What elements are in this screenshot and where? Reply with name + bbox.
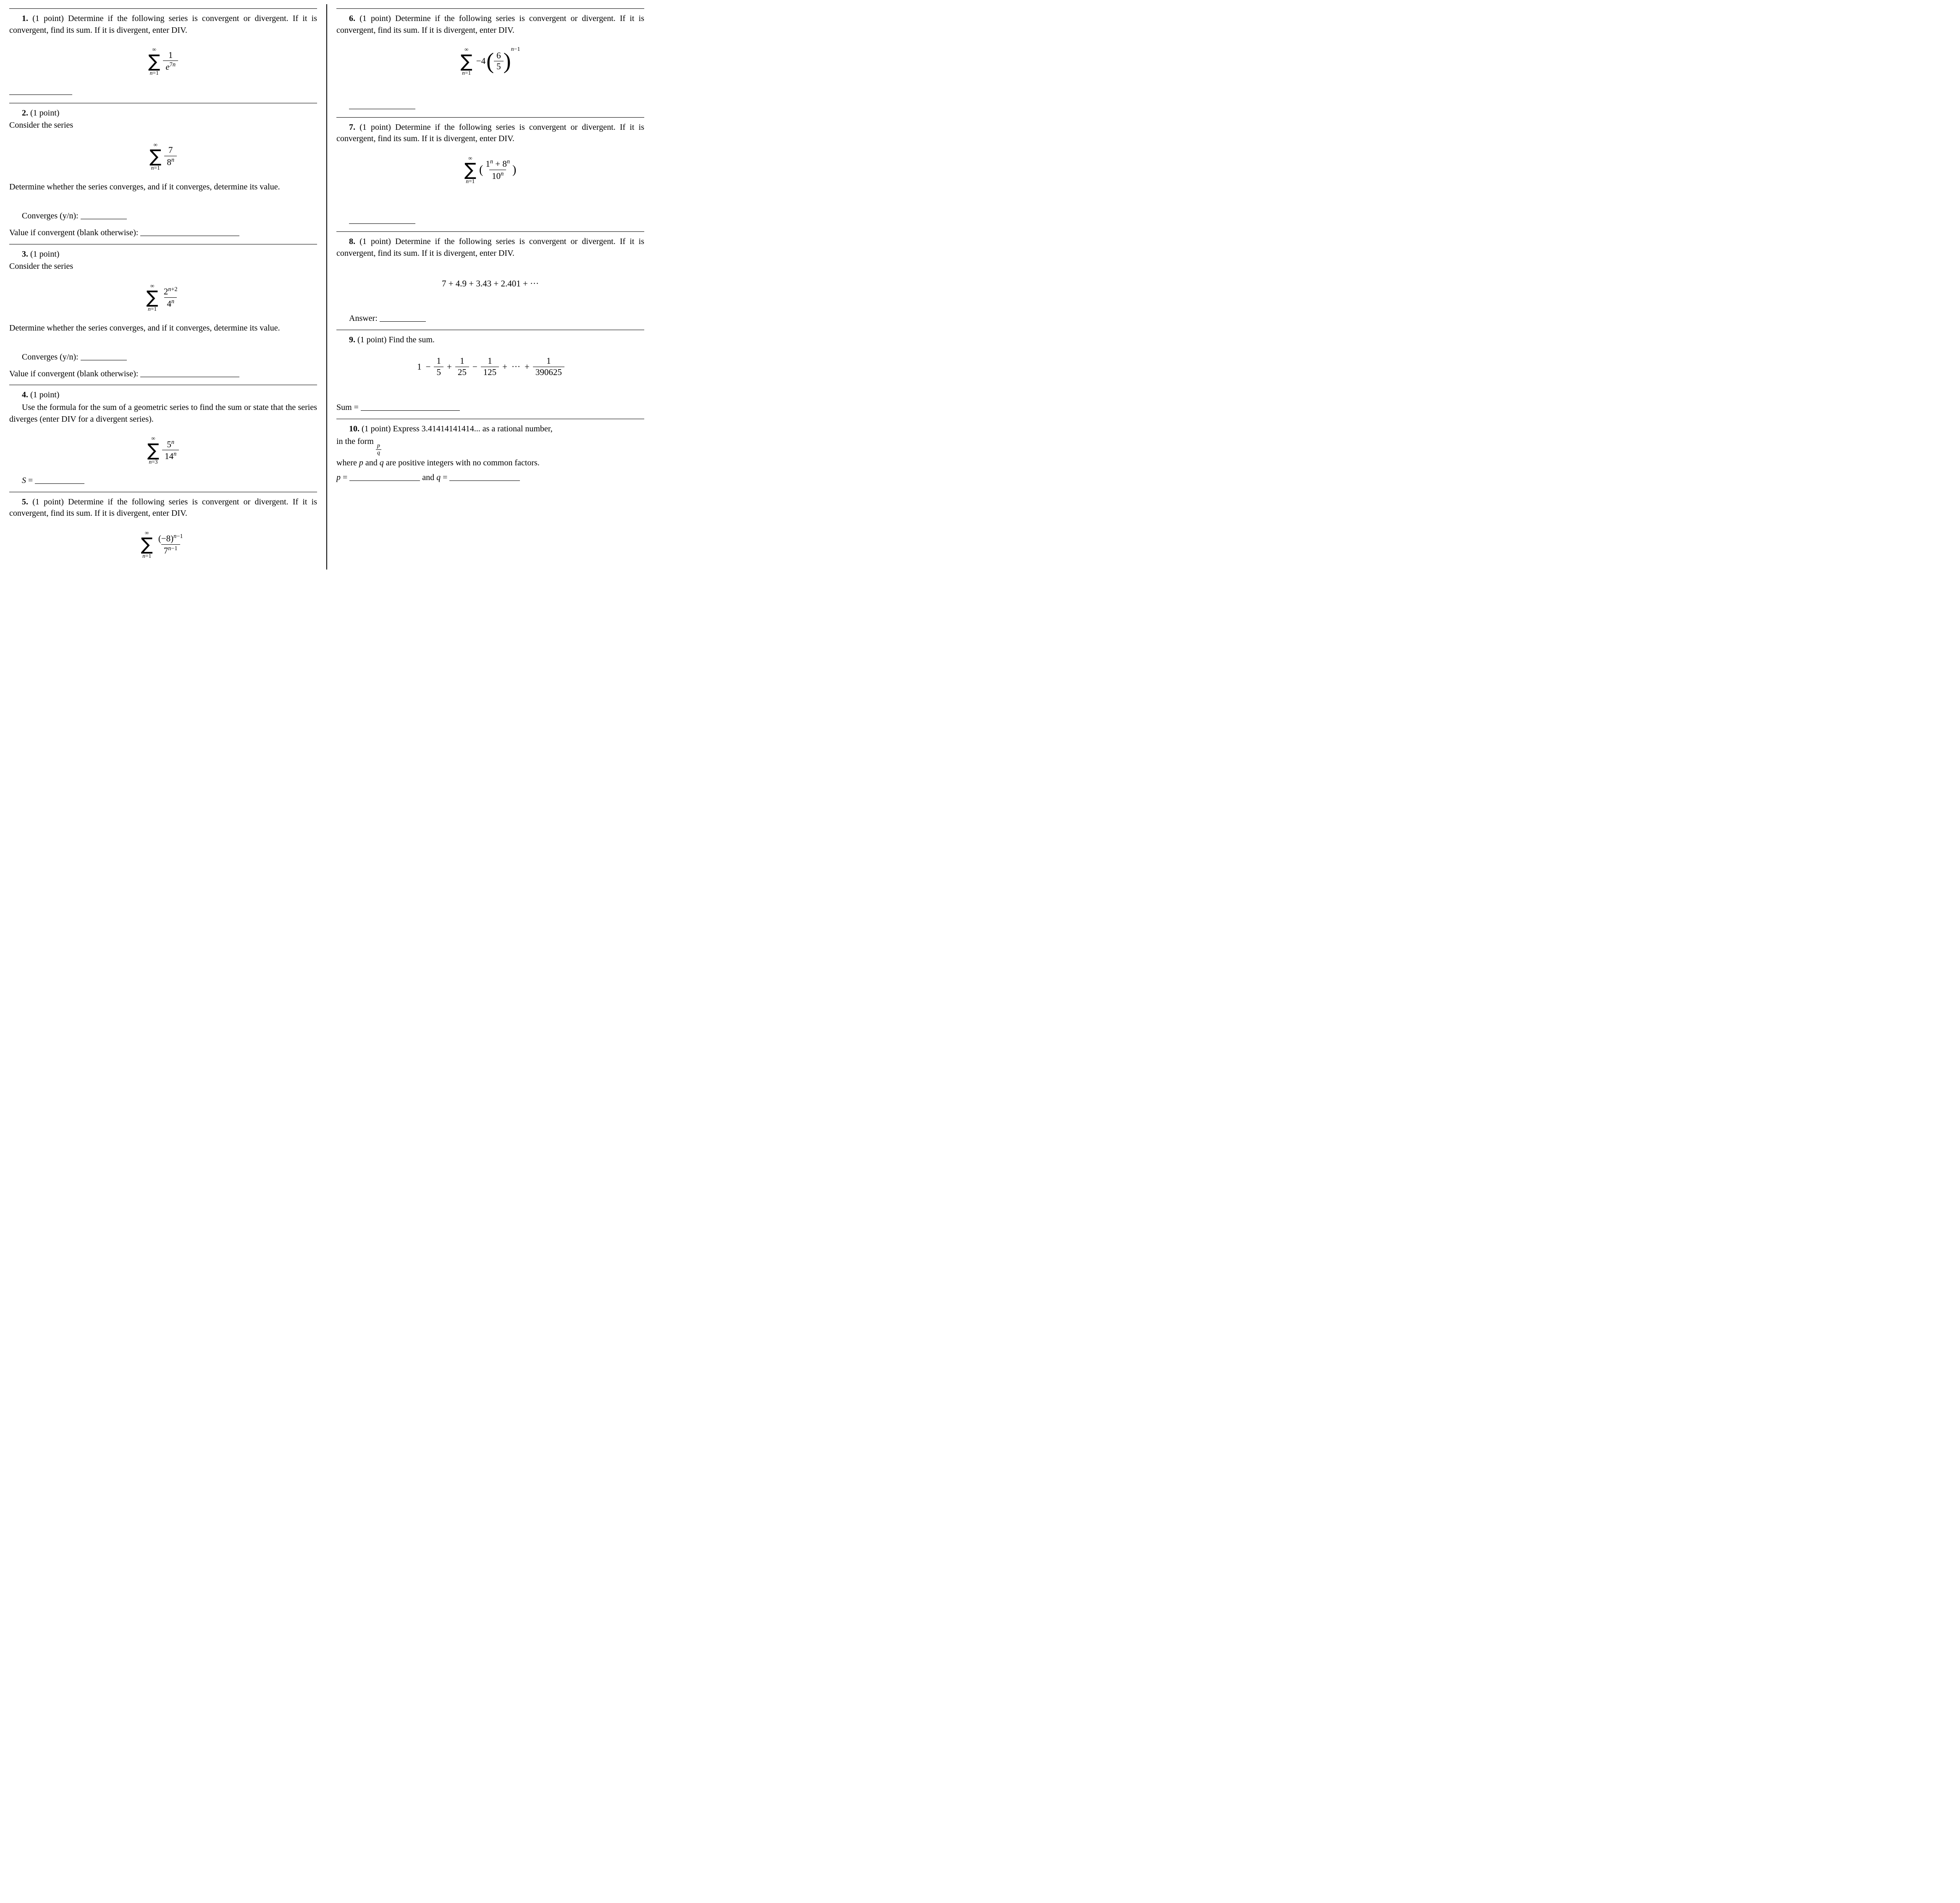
problem-8-answer — [336, 313, 644, 325]
problem-points: (1 point) — [359, 237, 391, 247]
problem-5 — [9, 492, 317, 559]
problem-number: 3. — [22, 249, 28, 259]
problem-text: Determine if the following series is convergent or divergent. If it is convergent, find its sum. If it is divergent, enter DIV. — [336, 14, 645, 35]
sum-upper-limit: ∞ — [464, 46, 469, 53]
ellipsis: ··· — [512, 361, 520, 372]
problem-10-answer — [336, 472, 644, 484]
fraction-denominator: q — [376, 449, 381, 457]
problem-points: (1 point) — [357, 335, 387, 344]
summation — [464, 155, 476, 185]
problem-10-condition: where p and q are positive integers with no common factors. — [336, 458, 540, 467]
section-divider — [336, 231, 644, 232]
answer-blank — [81, 218, 127, 219]
problem-points: (1 point) — [30, 249, 60, 259]
coefficient: −4 — [476, 55, 486, 66]
problem-2-intro: Consider the series — [9, 121, 73, 130]
problem-8-series — [336, 279, 644, 289]
summation — [148, 46, 160, 76]
fraction-numerator: 6 — [496, 50, 501, 60]
fraction-denominator: 5 — [434, 367, 443, 378]
sigma-icon: ∑ — [146, 287, 158, 308]
sum-upper-limit: ∞ — [150, 282, 155, 289]
problem-6-statement — [336, 13, 644, 36]
problem-4-formula — [9, 435, 317, 465]
problem-2 — [9, 103, 317, 239]
answer-blank — [35, 482, 84, 484]
problem-number: 5. — [22, 497, 28, 507]
fraction-numerator: 1 — [546, 356, 551, 366]
value-label: Value if convergent (blank otherwise): — [9, 369, 139, 378]
problem-text: Determine if the following series is convergent or divergent. If it is convergent, find its sum. If it is divergent, enter DIV. — [336, 237, 645, 258]
problem-4 — [9, 385, 317, 486]
answer-label: Answer: — [349, 314, 378, 323]
problem-text: Determine if the following series is convergent or divergent. If it is convergent, find its sum. If it is divergent, enter DIV. — [9, 497, 317, 518]
summation — [147, 435, 159, 465]
summation — [150, 142, 161, 171]
sigma-icon: ∑ — [147, 439, 160, 460]
problem-1-statement — [9, 13, 317, 36]
problem-2-heading — [9, 108, 317, 119]
fraction-denominator: 14$^n$ — [162, 450, 179, 462]
answer-blank — [349, 479, 420, 481]
problem-7-answer — [336, 215, 644, 227]
sum-label: S = — [22, 476, 33, 486]
problem-3-formula — [9, 283, 317, 312]
left-paren: ( — [479, 163, 483, 176]
problem-3 — [9, 244, 317, 380]
right-column — [327, 4, 653, 570]
sum-lower-limit: n=1 — [151, 165, 160, 171]
answer-blank — [349, 108, 415, 109]
p-over-q-fraction — [376, 443, 381, 457]
right-paren: ) — [512, 163, 517, 176]
problem-4-answer — [9, 475, 317, 487]
sum-lower-limit: n=1 — [462, 69, 471, 76]
problem-3-intro: Consider the series — [9, 262, 73, 271]
fraction-denominator: 10$^n$ — [489, 170, 506, 182]
problem-5-formula — [9, 530, 317, 559]
problem-2-converges-row — [9, 210, 317, 222]
problem-4-text: Use the formula for the sum of a geometric series to find the sum or state that the series diverges (enter DIV for a divergent series). — [9, 403, 317, 424]
answer-blank — [140, 375, 239, 377]
sigma-icon: ∑ — [141, 534, 153, 555]
answer-blank — [361, 409, 460, 411]
problem-6-formula — [336, 46, 644, 76]
problem-1-answer — [9, 86, 317, 98]
problem-number: 9. — [349, 335, 355, 344]
problem-9-answer — [336, 402, 644, 414]
problem-points: (1 point) — [362, 424, 391, 433]
problem-2-value-row — [9, 227, 317, 239]
problem-3-converges-row — [9, 352, 317, 363]
fraction — [156, 533, 186, 556]
sum-lower-limit: n=1 — [150, 69, 159, 76]
problem-3-value-row — [9, 368, 317, 380]
problem-number: 4. — [22, 390, 28, 400]
exponent: n−1 — [511, 46, 520, 53]
answer-blank — [349, 222, 415, 224]
right-paren: ) — [503, 48, 511, 73]
worksheet-page — [0, 0, 653, 580]
problem-text: Find the sum. — [388, 335, 435, 344]
fraction-denominator: 4$^n$ — [164, 297, 177, 310]
problem-text: Determine if the following series is convergent or divergent. If it is convergent, find its sum. If it is divergent, enter DIV. — [9, 14, 317, 35]
fraction-denominator: 125 — [481, 367, 499, 378]
problem-number: 1. — [22, 14, 28, 23]
problem-1 — [9, 8, 317, 98]
form-text: in the form — [336, 436, 374, 446]
series-terms: 7 + 4.9 + 3.43 + 2.401 + ··· — [441, 278, 539, 289]
problem-10 — [336, 419, 644, 484]
answer-blank — [140, 234, 239, 236]
problem-6 — [336, 8, 644, 112]
problem-points: (1 point) — [359, 122, 391, 132]
operator: + — [525, 361, 530, 372]
answer-blank — [380, 320, 426, 322]
section-divider — [9, 8, 317, 9]
summation — [141, 530, 153, 559]
fraction-denominator: $e^{7n}$ — [163, 60, 178, 73]
fraction — [494, 50, 504, 72]
sum-upper-limit: ∞ — [152, 46, 156, 53]
problem-7 — [336, 117, 644, 227]
and-label: and — [422, 473, 435, 483]
problem-8-statement — [336, 236, 644, 259]
problem-6-answer — [336, 100, 644, 112]
problem-9-statement — [336, 334, 644, 346]
sum-lower-limit: n=1 — [142, 553, 152, 559]
problem-2-formula — [9, 142, 317, 171]
sum-label: Sum = — [336, 403, 359, 412]
fraction-denominator: 25 — [455, 367, 469, 378]
problem-2-text: Determine whether the series converges, and if it converges, determine its value. — [9, 182, 280, 192]
problem-points: (1 point) — [359, 14, 391, 23]
problem-3-text: Determine whether the series converges, and if it converges, determine its value. — [9, 323, 280, 333]
sigma-icon: ∑ — [460, 50, 472, 71]
problem-number: 6. — [349, 14, 355, 23]
fraction-numerator: $2^{n+2}$ — [163, 286, 178, 297]
problem-points: (1 point) — [30, 390, 60, 400]
fraction-numerator: $1^n + 8^n$ — [485, 158, 510, 169]
fraction-numerator: 7 — [168, 145, 173, 155]
fraction-numerator: p — [377, 442, 380, 449]
converges-label: Converges (y/n): — [22, 211, 79, 221]
sum-upper-limit: ∞ — [468, 155, 472, 161]
fraction — [162, 438, 179, 462]
fraction-denominator: 8$^n$ — [164, 156, 177, 168]
summation — [146, 283, 158, 312]
sum-upper-limit: ∞ — [144, 529, 149, 536]
problem-9 — [336, 330, 644, 414]
problem-8 — [336, 231, 644, 324]
problem-number: 8. — [349, 237, 355, 247]
fraction — [434, 356, 443, 378]
sigma-icon: ∑ — [148, 50, 160, 71]
fraction — [483, 158, 512, 181]
operator: − — [472, 361, 478, 372]
operator: + — [446, 361, 452, 372]
fraction — [533, 356, 564, 378]
left-paren: ( — [486, 48, 494, 73]
problem-text: Express 3.41414141414... as a rational number, — [393, 424, 553, 433]
fraction — [164, 145, 177, 168]
section-divider — [336, 8, 644, 9]
value-label: Value if convergent (blank otherwise): — [9, 228, 139, 237]
p-label: p = — [336, 473, 348, 483]
sigma-icon: ∑ — [150, 146, 162, 167]
answer-blank — [449, 479, 520, 481]
term: 1 — [417, 361, 422, 372]
summation — [460, 46, 472, 76]
fraction-numerator: 1 — [168, 50, 173, 60]
answer-blank — [9, 93, 72, 95]
problem-number: 10. — [349, 424, 359, 433]
fraction-numerator: 5$^n$ — [167, 438, 174, 449]
q-label: q = — [436, 473, 448, 483]
fraction — [161, 286, 180, 309]
problem-5-statement — [9, 496, 317, 520]
answer-blank — [81, 359, 127, 360]
sum-upper-limit: ∞ — [153, 141, 157, 148]
fraction — [163, 50, 178, 73]
fraction-denominator: 390625 — [533, 367, 564, 378]
problem-number: 7. — [349, 122, 355, 132]
section-divider — [336, 117, 644, 118]
problem-3-heading — [9, 249, 317, 260]
sum-upper-limit: ∞ — [151, 435, 155, 442]
fraction-denominator: 5 — [494, 61, 504, 72]
fraction — [481, 356, 499, 378]
sum-lower-limit: n=3 — [149, 458, 158, 465]
converges-label: Converges (y/n): — [22, 352, 79, 362]
operator: + — [502, 361, 508, 372]
fraction-numerator: 1 — [436, 356, 441, 366]
fraction — [455, 356, 469, 378]
problem-7-formula — [336, 155, 644, 185]
problem-10-form-line — [336, 436, 644, 457]
fraction-numerator: $(-8)^{n-1}$ — [158, 533, 183, 544]
sigma-icon: ∑ — [464, 159, 477, 180]
operator: − — [425, 361, 431, 372]
problem-4-heading — [9, 389, 317, 401]
problem-1-formula — [9, 46, 317, 76]
left-column — [0, 4, 326, 570]
problem-10-statement — [336, 423, 644, 435]
fraction-numerator: 1 — [460, 356, 464, 366]
problem-9-expression — [336, 356, 644, 378]
problem-7-statement — [336, 122, 644, 145]
sum-lower-limit: n=1 — [466, 178, 475, 185]
fraction-numerator: 1 — [488, 356, 492, 366]
problem-number: 2. — [22, 108, 28, 118]
fraction-denominator: $7^{n-1}$ — [161, 544, 180, 556]
problem-text: Determine if the following series is convergent or divergent. If it is convergent, find its sum. If it is divergent, enter DIV. — [336, 122, 645, 144]
problem-points: (1 point) — [32, 497, 64, 507]
sum-lower-limit: n=1 — [148, 306, 157, 312]
problem-points: (1 point) — [30, 108, 60, 118]
problem-points: (1 point) — [32, 14, 64, 23]
